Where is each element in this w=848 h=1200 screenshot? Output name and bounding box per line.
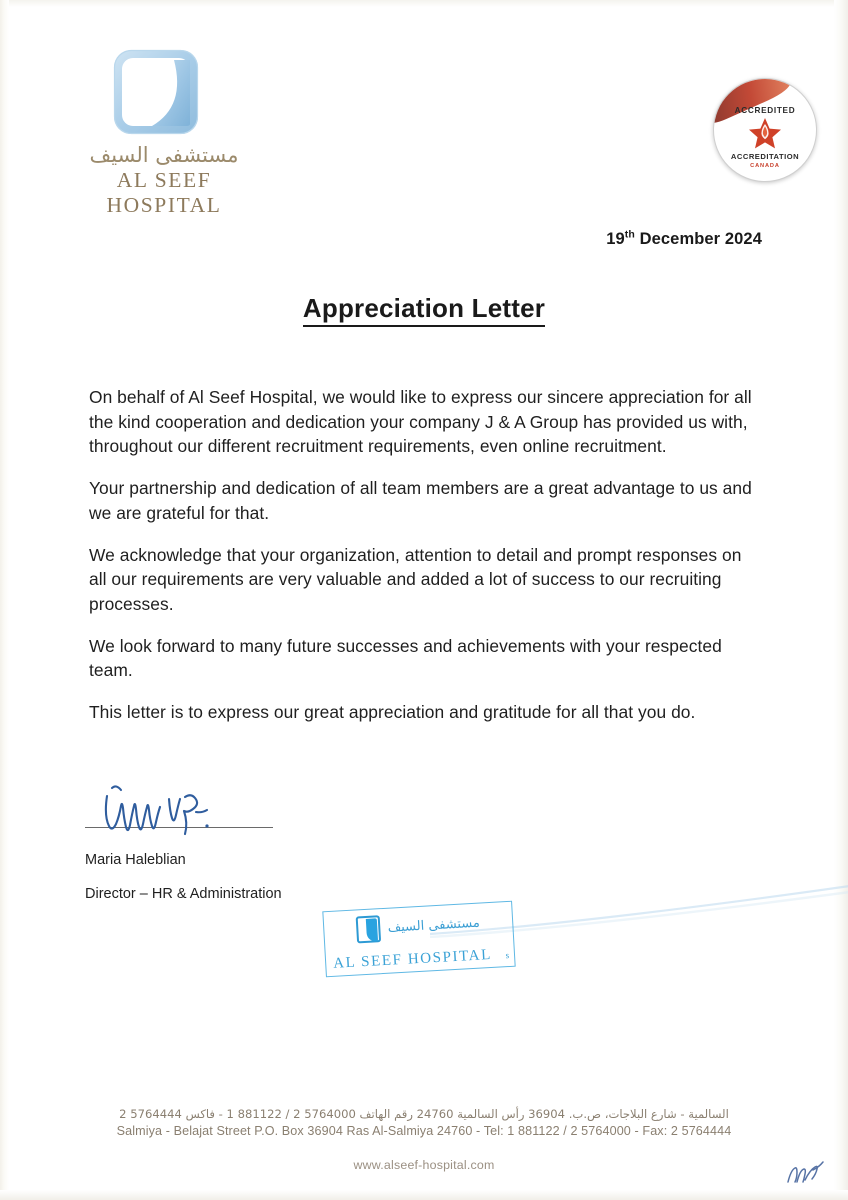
footer-website: www.alseef-hospital.com xyxy=(353,1158,495,1172)
seal-star-icon xyxy=(747,117,783,151)
footer-address-arabic: السالمية - شارع البلاجات، ص.ب. 36904 رأس السالمية 24760 رقم الهاتف 5764000 2 / 881122 1 - فاكس 5764444 2 xyxy=(119,1107,729,1121)
body-paragraph: On behalf of Al Seef Hospital, we would like to express our sincere appreciation for all the kind cooperation and dedication your company J & A Group has provided us with, throughout our different recruitment requirements, even online recruitment. xyxy=(89,387,752,457)
letterhead-arabic-name: مستشفى السيف xyxy=(89,143,239,167)
body-paragraph: Your partnership and dedication of all team members are a great advantage to us and we are grateful for that. xyxy=(89,478,752,523)
seal-bottom-label: CANADA xyxy=(750,163,780,169)
page-edge-top xyxy=(0,0,848,7)
date-day: 19 xyxy=(606,230,625,248)
stamp-latin-text: AL SEEF HOSPITAL xyxy=(332,946,493,972)
page-edge-right xyxy=(834,0,848,1200)
letterhead-latin-name: AL SEEF HOSPITAL xyxy=(106,168,222,218)
al-seef-hospital-logo-icon xyxy=(112,48,200,136)
initials-mark-icon xyxy=(782,1152,830,1192)
footer xyxy=(0,1107,848,1172)
page-title xyxy=(0,293,848,324)
seal-top-label: ACCREDITED xyxy=(734,106,796,115)
page-title-text: Appreciation Letter xyxy=(303,293,545,327)
letter-date xyxy=(606,230,762,249)
body-paragraph: This letter is to express our great appreciation and gratitude for all that you do. xyxy=(89,702,696,723)
date-rest: December 2024 xyxy=(634,230,762,248)
letterhead xyxy=(56,48,316,218)
letter-body xyxy=(89,385,761,742)
handwritten-signature-icon xyxy=(95,782,295,840)
page-edge-bottom xyxy=(0,1190,848,1200)
signature-role: Director – HR & Administration xyxy=(85,886,282,902)
rubber-stamp-icon xyxy=(322,901,515,978)
stamp-tail-text: s xyxy=(505,950,510,961)
stamp-logo-icon xyxy=(356,915,381,943)
body-paragraph: We look forward to many future successes and achievements with your respected team. xyxy=(89,635,722,681)
date-ordinal: th xyxy=(624,228,635,241)
signature-name: Maria Haleblian xyxy=(85,852,186,868)
stamp-arabic-text: مستشفى السيف xyxy=(387,915,481,936)
seal-mid-label: ACCREDITATION xyxy=(730,152,800,161)
page-edge-left xyxy=(0,0,9,1200)
footer-address-english: Salmiya - Belajat Street P.O. Box 36904 Ras Al-Salmiya 24760 - Tel: 1 881122 / 2 5764000 - Fax: 2 5764444 xyxy=(116,1124,732,1138)
body-paragraph: We acknowledge that your organization, attention to detail and prompt responses on all our requirements are very valuable and added a lot of success to our recruiting processes. xyxy=(89,544,742,614)
accreditation-canada-seal-icon xyxy=(713,78,817,182)
signature-block xyxy=(85,782,415,902)
